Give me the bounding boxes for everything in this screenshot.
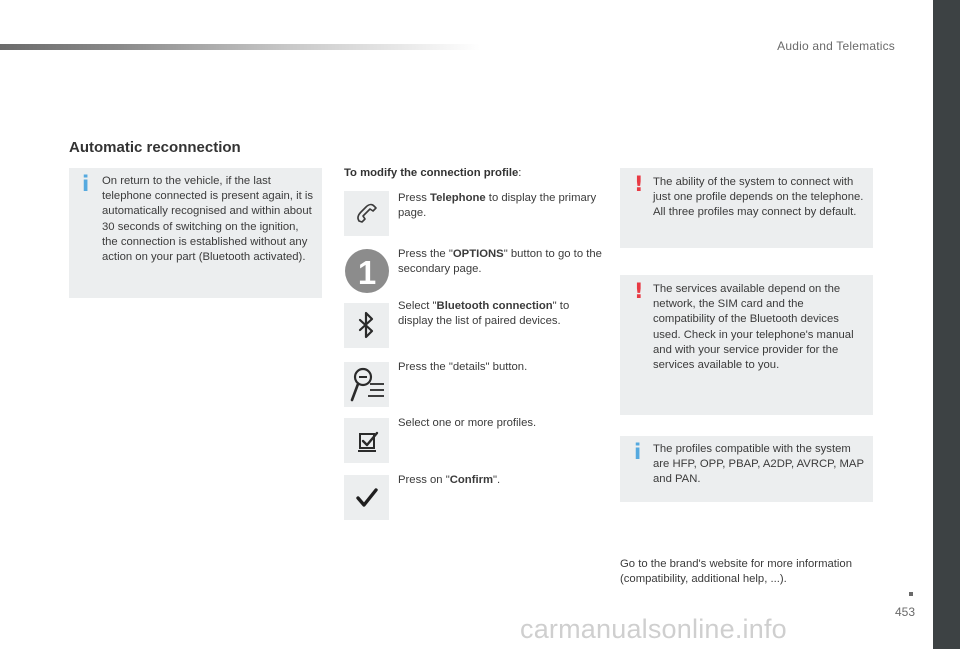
confirm-button[interactable] (344, 475, 389, 520)
step-5-text: Select one or more profiles. (398, 417, 537, 429)
warning-icon: ! (634, 279, 644, 303)
page-marker (909, 592, 913, 596)
details-icon (344, 362, 389, 407)
step-4-text: Press the "details" button. (398, 361, 528, 373)
procedure-title: To modify the connection profile: (344, 167, 522, 179)
page-edge-bar (933, 0, 960, 649)
telephone-icon (344, 191, 389, 236)
warning-icon: ! (634, 172, 644, 196)
warning-box-services (620, 275, 873, 415)
step-2-text: Press the "OPTIONS" button to go to the secondary page. (398, 248, 602, 276)
bluetooth-button[interactable] (344, 303, 389, 348)
warning-text: The services available depend on the network, the SIM card and the compatibility of the Bluetooth devices used. Check in your telephone's manual and with your service provider for the services available to you. (653, 283, 854, 372)
info-icon: i (82, 172, 90, 196)
step-1-text: Press Telephone to display the primary page. (398, 192, 597, 220)
info-box-compatible-profiles (620, 436, 873, 502)
page-heading: Automatic reconnection (69, 139, 241, 156)
footer-note: Go to the brand's website for more information (compatibility, additional help, ...). (620, 558, 852, 586)
select-profile-button[interactable] (344, 418, 389, 463)
info-text: The profiles compatible with the system are HFP, OPP, PBAP, A2DP, AVRCP, MAP and PAN. (653, 443, 864, 486)
header-rule (0, 44, 480, 50)
info-icon: i (634, 440, 642, 464)
watermark: carmanualsonline.info (520, 614, 787, 644)
step-6-text: Press on "Confirm". (398, 474, 501, 486)
page-number: 453 (895, 605, 916, 619)
step-3-text: Select "Bluetooth connection" to display the list of paired devices. (398, 300, 570, 328)
bluetooth-icon (344, 303, 389, 348)
select-profile-icon (344, 418, 389, 463)
info-box-reconnection (69, 168, 322, 298)
checkmark-icon (344, 475, 389, 520)
telephone-button[interactable] (344, 191, 389, 236)
info-text: On return to the vehicle, if the last telephone connected is present again, it is automatically recognised and within about 30 seconds of switching on the ignition, the connection is established without any action on your part (Bluetooth activated). (102, 175, 314, 264)
details-button[interactable] (344, 362, 389, 407)
warning-box-profiles (620, 168, 873, 248)
warning-text: The ability of the system to connect with just one profile depends on the telephone. All three profiles may connect by default. (653, 176, 864, 219)
step-number-badge: 1 (345, 249, 389, 293)
